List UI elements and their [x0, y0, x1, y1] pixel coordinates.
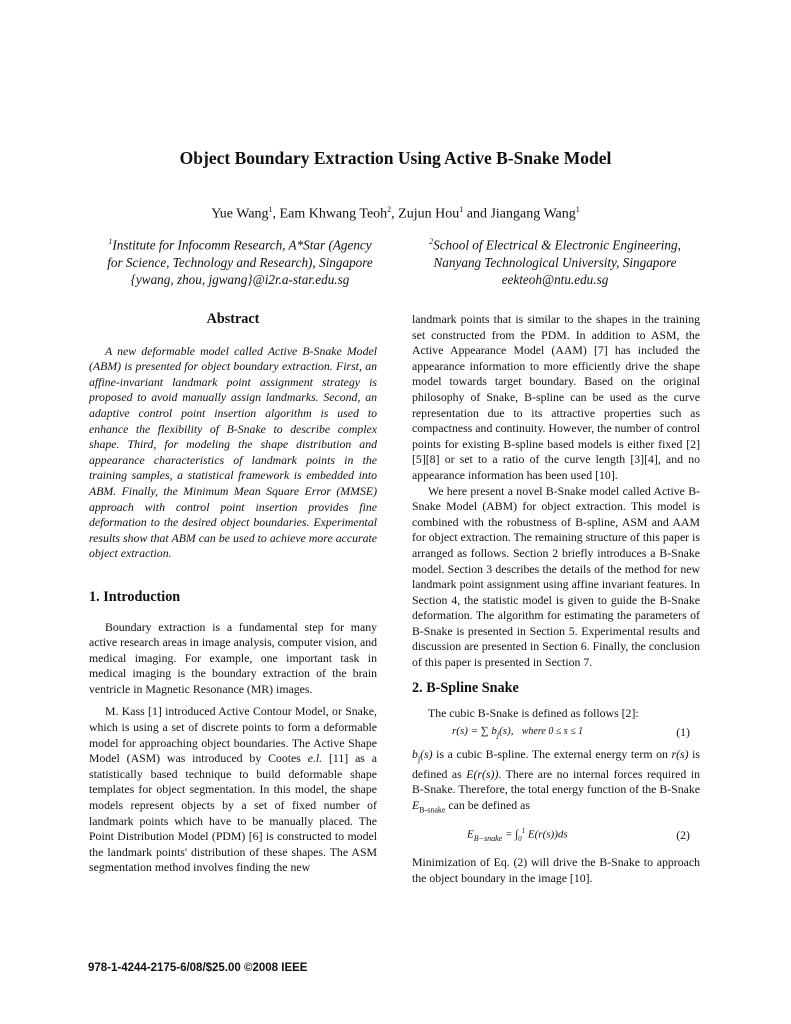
math-text: E [412, 797, 420, 812]
equation-formula [412, 724, 583, 743]
copyright-footer: 978-1-4244-2175-6/08/$25.00 ©2008 IEEE [88, 962, 308, 974]
equation-condition: where 0 ≤ s ≤ 1 [521, 725, 584, 737]
intro-text: M. Kass [1] introduced Active Contour Model, or Snake, which is using a set of discrete points to form a deformable model for approaching object boundaries. The Active Shape Model (ASM) was introduced by Cootes [89, 704, 377, 766]
body-paragraph [412, 747, 700, 818]
author-name: Yue Wang [211, 206, 269, 222]
section-heading-bspline: 2. B-Spline Snake [412, 679, 519, 696]
affiliation-number: 1 [108, 237, 113, 246]
author-separator: and [463, 206, 491, 222]
intro-paragraph: Boundary extraction is a fundamental step for many active research areas in image analysis, computer vision, and medical imaging. For example, one important task in medical imaging is the boundary extraction of the brain ventricle in Magnetic Resonance (MR) images. [89, 619, 377, 696]
author-separator: , [272, 206, 280, 222]
author-name: Jiangang Wang [490, 206, 576, 222]
intro-text-italic: e.l. [307, 751, 323, 766]
equation-subscript: j [496, 730, 500, 740]
author-name: Zujun Hou [398, 206, 460, 222]
author-list [0, 205, 791, 223]
affiliation-line: School of Electrical & Electronic Engineering, [433, 237, 681, 253]
integral-upper-limit: 1 [521, 826, 526, 835]
intro-paragraph [89, 704, 377, 876]
equation-text: r(s) = ∑ b [452, 724, 497, 737]
body-text: is a cubic B-spline. The external energy term on [432, 746, 672, 761]
body-paragraph: The cubic B-Snake is defined as follows [2]: [428, 706, 639, 721]
author-name: Eam Khwang Teoh [279, 206, 388, 222]
equation-number: (2) [676, 827, 690, 842]
equation-text: E [467, 828, 474, 841]
equation-text: (s), [499, 724, 514, 737]
affiliation-email: {ywang, zhou, jgwang}@i2r.a-star.edu.sg [130, 272, 350, 288]
paper-title: Object Boundary Extraction Using Active B-Snake Model [179, 148, 612, 168]
author-affiliation-mark: 1 [575, 205, 580, 214]
integral-lower-limit: 0 [518, 834, 522, 843]
author-separator: , [391, 206, 399, 222]
affiliation-line: Nanyang Technological University, Singapore [433, 254, 677, 270]
math-subscript: j [417, 753, 421, 763]
equation-text: E(r(s))ds [527, 828, 568, 841]
math-text: b [412, 746, 418, 761]
math-text: E(r(s)) [466, 766, 499, 781]
math-text: (s) [420, 746, 433, 761]
body-paragraph: We here present a novel B-Snake model called Active B-Snake Model (ABM) for object extraction. This model is combined with the robustness of B-spline, ASM and AAM for object extraction. The remaining structure of this paper is arranged as follows. Section 2 briefly introduces a B-Snake model. Section 3 describes the details of the method for new landmark point assignment using affine invariant features. In Section 4, the statistic model is given to guide the B-Snake deformation. The algorithm for estimating the parameters of B-Snake is presented in Section 5. Experimental results and discussion are presented in Section 6. Finally, the conclusion of this paper is presented in Section 7. [412, 483, 700, 670]
equation-number: (1) [676, 725, 690, 740]
equation-formula [412, 824, 568, 847]
equation-text: = ∫ [502, 828, 519, 841]
author-affiliation-mark: 2 [387, 205, 392, 214]
abstract-heading: Abstract [206, 311, 260, 327]
author-affiliation-mark: 1 [459, 205, 464, 214]
body-text: can be defined as [445, 797, 530, 812]
right-column [412, 312, 700, 886]
intro-text: [11] as a statistically based technique to build deformable shape templates for object segmentation. In this model, the shape models represent objects by a set of fixed number of landmark points which have to be manually placed. The Point Distribution Model (PDM) [6] is constructed to model the landmark points' distribution of these shapes. The ASM segmentation method involves finding the new [89, 751, 377, 875]
abstract-text: A new deformable model called Active B-Snake Model (ABM) is presented for object boundary extraction. First, an affine-invariant landmark point assignment strategy is proposed to avoid manually assign landmarks. Second, an adaptive control point insertion algorithm is used to enhance the flexibility of B-Snake to describe complex shape. Third, for modeling the shape distribution and appearance characteristics of landmark points in the training samples, a statistical framework is embedded into ABM. Finally, the Minimum Mean Square Error (MMSE) approach with control point insertion provides fine deformation to the desired object boundaries. Experimental results show that ABM can be used to achieve more accurate object extraction. [89, 343, 377, 561]
body-paragraph: landmark points that is similar to the shapes in the training set constructed from the PDM. In addition to ASM, the Active Appearance Model (AAM) [7] has included the appearance information to more efficiently drive the shape model towards target boundary. Based on the original philosophy of Snake, B-spline can be used as the curve representation due to its attractive properties such as compactness and continuity. However, the number of control points for existing B-spline based models is either fixed [2][5][8] or set to a ratio of the curve length [3][4], and no appearance information has been used [10]. [412, 312, 700, 482]
affiliation-number: 2 [429, 237, 434, 246]
left-column [89, 312, 377, 876]
section-heading-introduction: 1. Introduction [89, 588, 181, 605]
affiliation-right [405, 233, 705, 289]
affiliation-email: eekteoh@ntu.edu.sg [501, 272, 609, 288]
equation-2 [412, 824, 700, 847]
math-text: r(s) [671, 746, 689, 761]
affiliation-line: for Science, Technology and Research), Singapore [107, 254, 373, 270]
body-paragraph: Minimization of Eq. (2) will drive the B-Snake to approach the object boundary in the image [10]. [412, 855, 700, 885]
affiliation-left [90, 233, 390, 289]
affiliation-line: Institute for Infocomm Research, A*Star (Agency [112, 237, 372, 253]
equation-subscript: B−snake [473, 833, 503, 843]
body-text: is defined as [412, 746, 700, 781]
math-subscript: B-snake [419, 805, 446, 815]
author-affiliation-mark: 1 [268, 205, 273, 214]
equation-1 [412, 724, 700, 743]
body-text: . There are no internal forces required in B-Snake. Therefore, the total energy function of the B-Snake [412, 766, 700, 797]
